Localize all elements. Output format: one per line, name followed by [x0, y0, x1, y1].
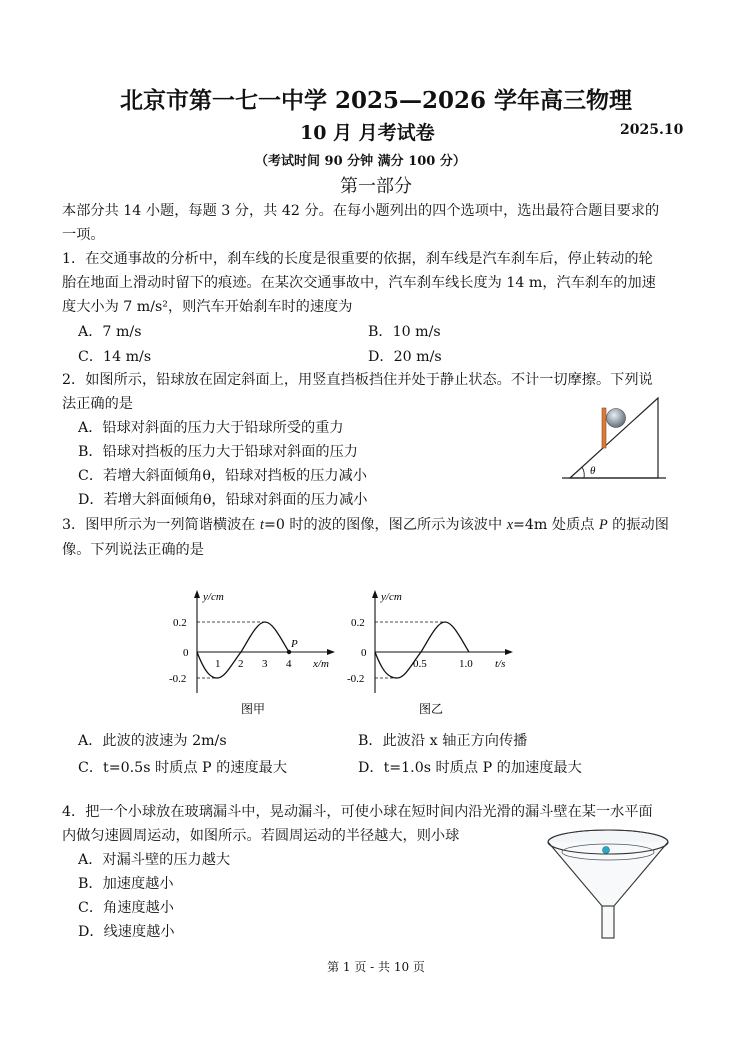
q1-line-1: 1．在交通事故的分析中，刹车线的长度是很重要的依据，刹车线是汽车刹车后，停止转动的轮	[62, 251, 653, 267]
q2-line-1: 2．如图所示，铅球放在固定斜面上，用竖直挡板挡住并处于静止状态。不计一切摩擦。下列说	[62, 372, 653, 388]
exam-info: （考试时间 90 分钟 满分 100 分）	[255, 154, 466, 169]
q4-line-2: 内做匀速圆周运动，如图所示。若圆周运动的半径越大，则小球	[62, 828, 460, 844]
q2-option-b: B．铅球对挡板的压力大于铅球对斜面的压力	[78, 444, 358, 460]
q2-baffle	[602, 408, 606, 448]
q1-line-2: 胎在地面上滑动时留下的痕迹。在某次交通事故中，汽车刹车线长度为 14 m，汽车刹车的加速	[62, 275, 656, 291]
q4-line-1: 4．把一个小球放在玻璃漏斗中，晃动漏斗，可使小球在短时间内沿光滑的漏斗壁在某一水平面	[62, 804, 653, 820]
q3-vibration-graph	[335, 585, 525, 715]
q2-incline-figure	[560, 392, 670, 484]
q3-yi-ylabel: y/cm	[381, 591, 402, 603]
q3-yi-caption: 图乙	[419, 702, 444, 715]
q2-option-d: D．若增大斜面倾角θ，铅球对斜面的压力减小	[78, 492, 368, 508]
q2-line-2: 法正确的是	[62, 396, 133, 412]
q1-option-c: C．14 m/s	[78, 349, 152, 365]
q3-jia-ytick-top: 0.2	[173, 617, 187, 629]
q3-jia-y-arrow	[194, 590, 200, 598]
q3-option-c: C．t=0.5s 时质点 P 的速度最大	[78, 760, 288, 776]
q4-small-ball	[603, 847, 610, 854]
q3-line-2: 像。下列说法正确的是	[62, 542, 204, 558]
exam-date: 2025.10	[620, 122, 684, 138]
q3-wave-graph	[165, 585, 345, 715]
q1-option-a: A．7 m/s	[78, 324, 142, 340]
q3-jia-ylabel: y/cm	[203, 591, 224, 603]
q1-option-b: B．10 m/s	[368, 324, 441, 340]
q3-yi-ytick-top: 0.2	[351, 617, 365, 629]
q3-jia-xlabel: x/m	[313, 658, 329, 670]
q4-option-c: C．角速度越小	[78, 900, 174, 916]
q3-yi-x-arrow	[505, 649, 513, 655]
q3-jia-ytick-zero: 0	[183, 647, 189, 659]
q2-option-a: A．铅球对斜面的压力大于铅球所受的重力	[78, 420, 344, 436]
q3-jia-ytick-bottom: -0.2	[169, 673, 187, 685]
q3-option-d: D．t=1.0s 时质点 P 的加速度最大	[358, 760, 582, 776]
q3-yi-xtick-10: 1.0	[459, 658, 473, 670]
q2-theta-label: θ	[590, 465, 596, 477]
q3-jia-point-label: P	[291, 638, 298, 650]
q3-option-a: A．此波的波速为 2m/s	[78, 733, 227, 749]
q3-yi-ytick-bottom: -0.2	[347, 673, 365, 685]
q3-line-1: 3．图甲所示为一列简谐横波在 t=0 时的波的图像，图乙所示为该波中 x=4m 处质点 P 的振动图	[62, 517, 669, 533]
q3-jia-xtick-4: 4	[286, 658, 292, 670]
q1-line-3: 度大小为 7 m/s²，则汽车开始刹车时的速度为	[62, 299, 353, 315]
page-footer: 第 1 页 - 共 10 页	[327, 960, 425, 974]
section-title: 第一部分	[340, 176, 412, 197]
q3-jia-x-arrow	[327, 649, 335, 655]
q4-option-b: B．加速度越小	[78, 876, 174, 892]
q3-yi-ytick-zero: 0	[361, 647, 367, 659]
q3-yi-y-arrow	[372, 590, 378, 598]
intro-line-2: 一项。	[62, 227, 105, 243]
q2-option-c: C．若增大斜面倾角θ，铅球对挡板的压力减小	[78, 468, 367, 484]
q4-option-a: A．对漏斗壁的压力越大	[78, 852, 231, 868]
q3-yi-xtick-05: 0.5	[413, 658, 427, 670]
q2-angle-arc	[582, 467, 584, 478]
q3-jia-xtick-3: 3	[262, 658, 268, 670]
q3-jia-xtick-1: 1	[215, 658, 221, 670]
q3-jia-point-p	[287, 650, 291, 654]
q3-yi-xlabel: t/s	[495, 658, 506, 670]
exam-subtitle: 10 月 月考试卷	[300, 122, 435, 144]
intro-line-1: 本部分共 14 小题，每题 3 分，共 42 分。在每小题列出的四个选项中，选出最符合题目要求的	[62, 203, 660, 219]
q3-jia-caption: 图甲	[241, 702, 266, 715]
q3-option-b: B．此波沿 x 轴正方向传播	[358, 733, 528, 749]
exam-title: 北京市第一七一中学 2025—2026 学年高三物理	[119, 87, 633, 114]
q1-option-d: D．20 m/s	[368, 349, 442, 365]
q2-lead-ball	[607, 409, 626, 428]
q4-option-d: D．线速度越小	[78, 924, 175, 940]
q4-funnel-stem	[602, 906, 614, 938]
q4-funnel-figure	[540, 826, 680, 944]
q3-jia-xtick-2: 2	[238, 658, 244, 670]
